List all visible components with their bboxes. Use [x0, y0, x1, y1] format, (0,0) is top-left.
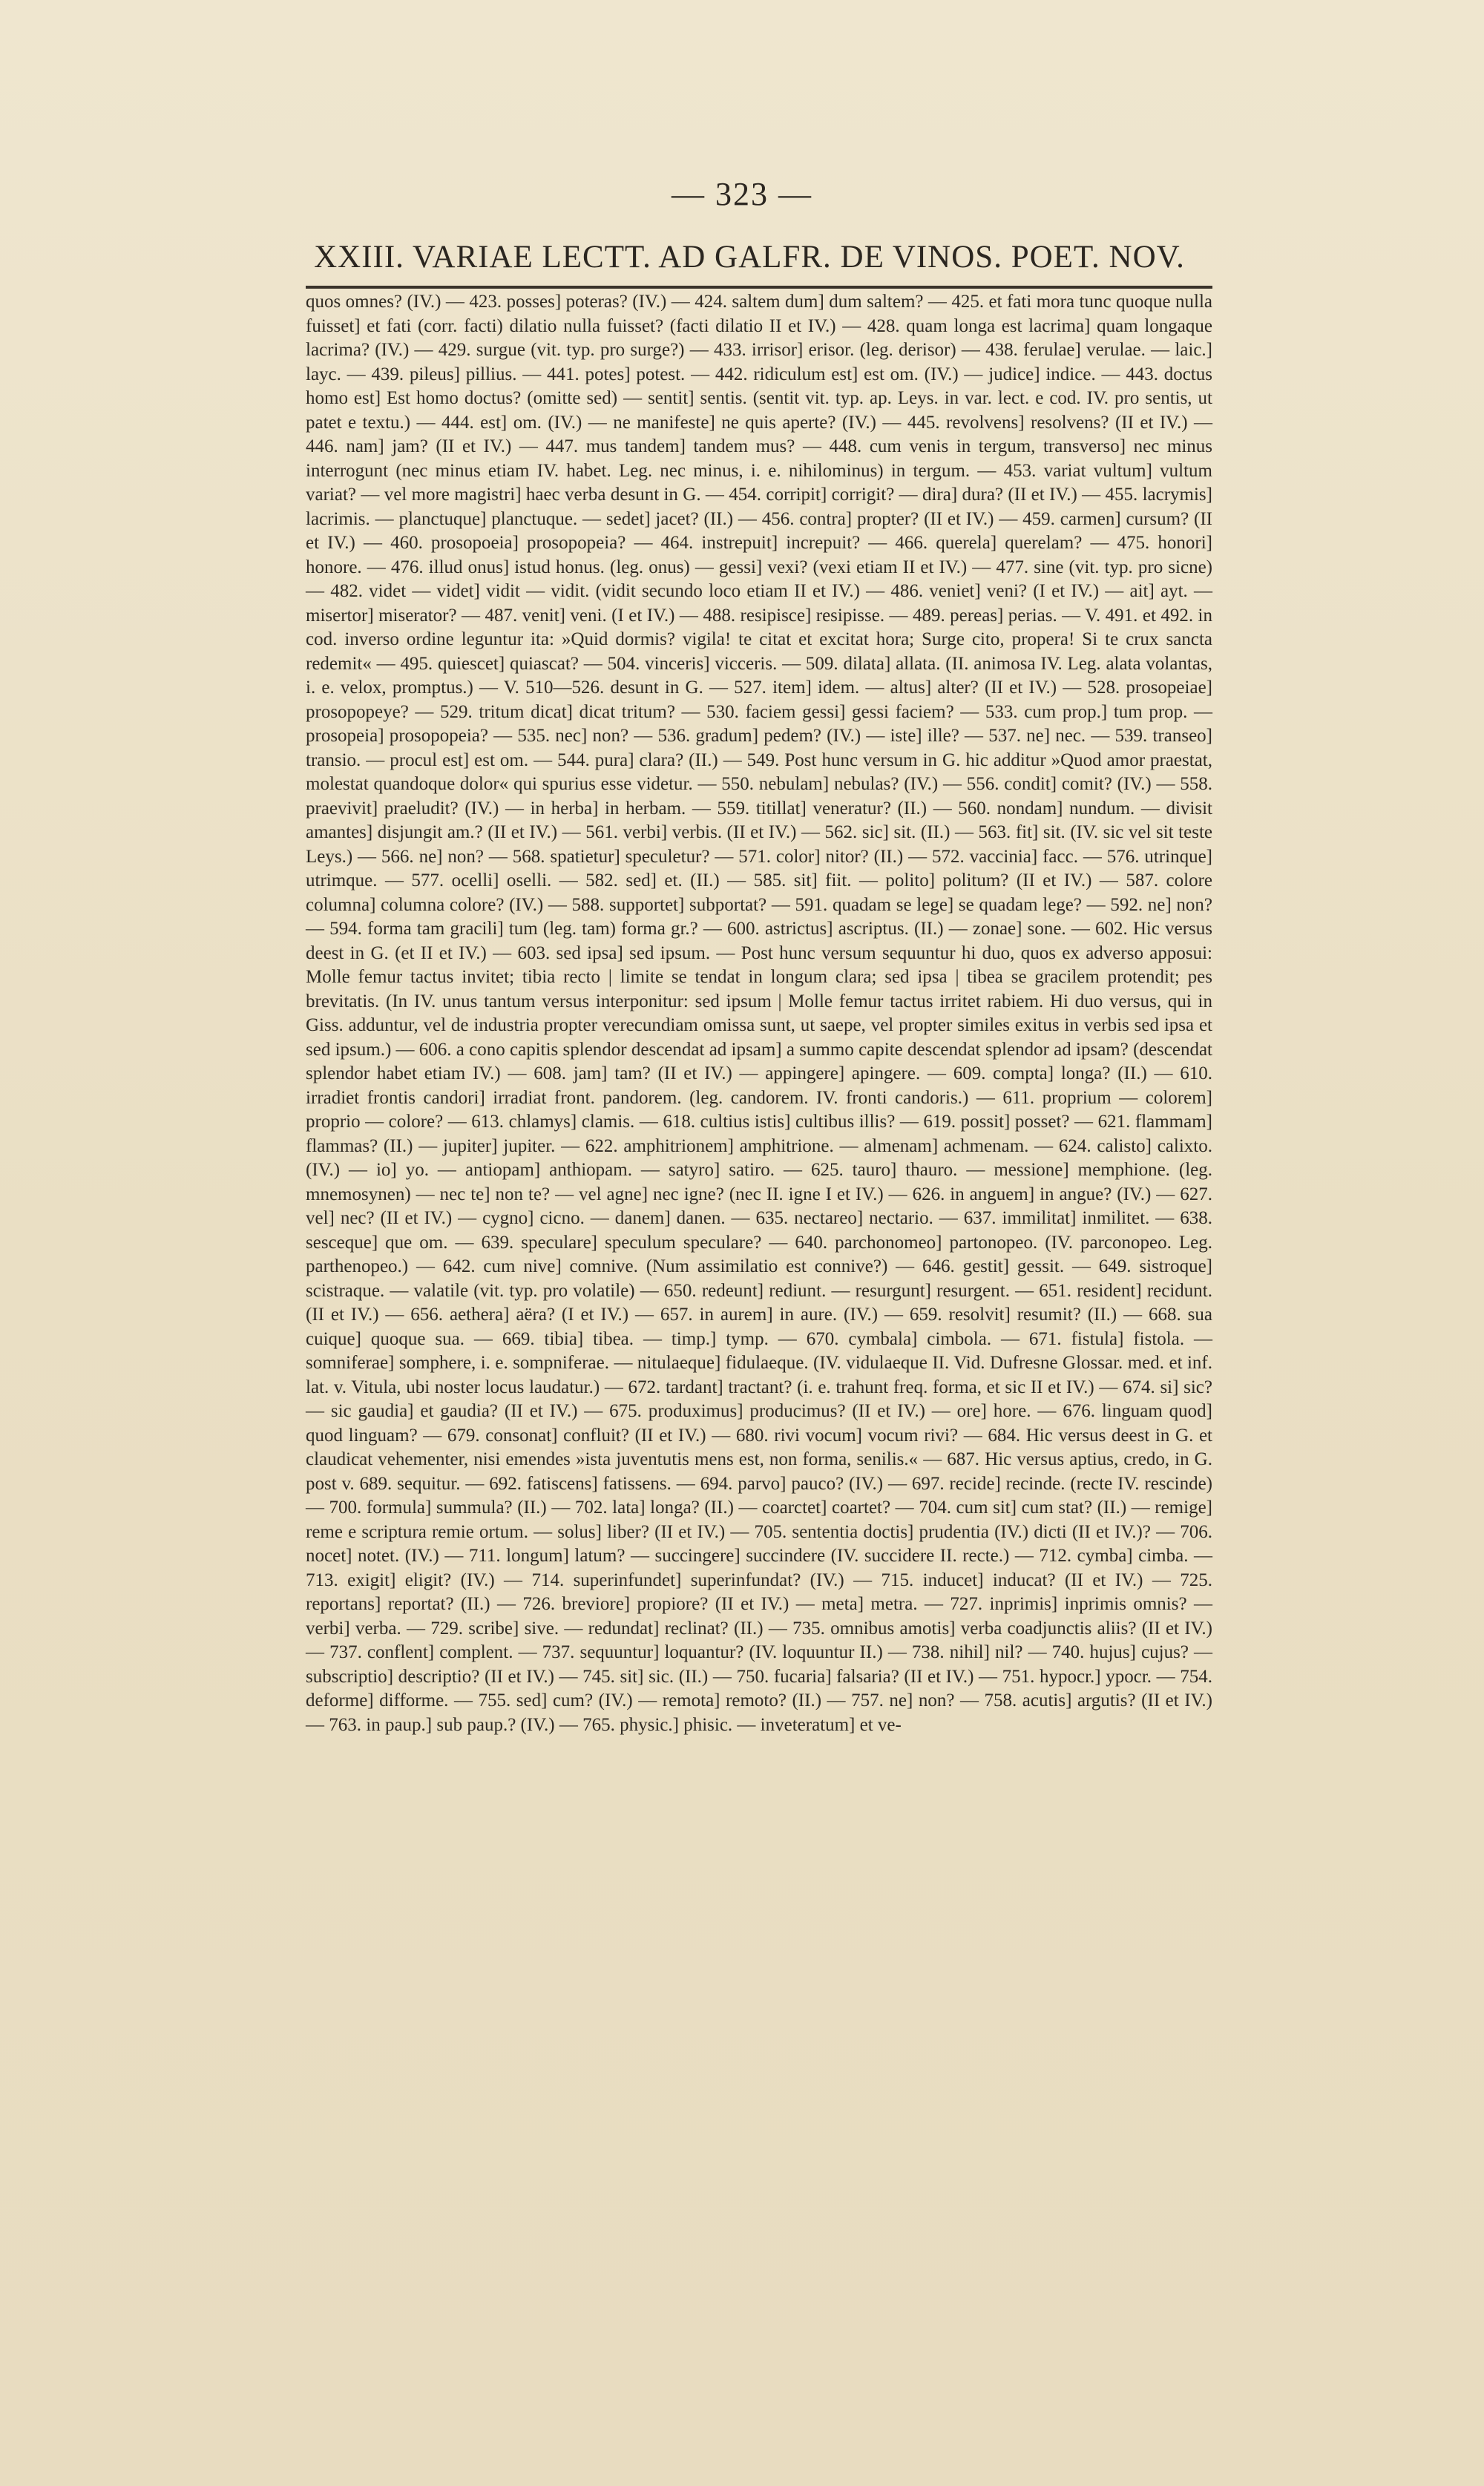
- apparatus-paragraph: quos omnes? (IV.) — 423. posses] poteras? (IV.) — 424. saltem dum] dum saltem? — 425. et fati mora tunc quoque nulla fuisset] et fati (corr. facti) dilatio nulla fuisset? (facti dilatio II et IV.) — 428. quam longa est lacrima] quam longaque lacrima? (IV.) — 429. surgue (vit. typ. pro surge?) — 433. irrisor] erisor. (leg. derisor) — 438. ferulae] verulae. — laic.] layc. — 439. pileus] pillius. — 441. potes] potest. — 442. ridiculum est] est om. (IV.) — judice] indice. — 443. doctus homo est] Est homo doctus? (omitte sed) — sentit] sentis. (sentit vit. typ. ap. Leys. in var. lect. e cod. IV. pro sentis, ut patet e textu.) — 444. est] om. (IV.) — ne manifeste] ne quis aperte? (IV.) — 445. revolvens] resolvens? (II et IV.) — 446. nam] jam? (II et IV.) — 447. mus tandem] tandem mus? — 448. cum venis in tergum, transverso] nec minus interrogunt (nec minus etiam IV. habet. Leg. nec minus, i. e. nihilominus) in tergum. — 453. variat vultum] vultum variat? — vel more magistri] haec verba desunt in G. — 454. corripit] corrigit? — dira] dura? (II et IV.) — 455. lacrymis] lacrimis. — planctuque] planctuque. — sedet] jacet? (II.) — 456. contra] propter? (II et IV.) — 459. carmen] cursum? (II et IV.) — 460. prosopoeia] prosopopeia? — 464. instrepuit] increpuit? — 466. querela] querelam? — 475. honori] honore. — 476. illud onus] istud honus. (leg. onus) — gessi] vexi? (vexi etiam II et IV.) — 477. sine (vit. typ. pro sicne) — 482. videt — videt] vidit — vidit. (vidit secundo loco etiam II et IV.) — 486. veniet] veni? (I et IV.) — ait] ayt. — misertor] miserator? — 487. venit] veni. (I et IV.) — 488. resipisce] resipisse. — 489. pereas] perias. — V. 491. et 492. in cod. inverso ordine leguntur ita: »Quid dormis? vigila! te citat et excitat hora; Surge cito, propera! Si te crux sancta redemit« — 495. quiescet] quiascat? — 504. vinceris] vicceris. — 509. dilata] allata. (II. animosa IV. Leg. alata volantas, i. e. velox, promptus.) — V. 510—526. desunt in G. — 527. item] idem. — altus] alter? (II et IV.) — 528. prosopeiae] prosopopeye? — 529. tritum dicat] dicat tritum? — 530. faciem gessi] gessi faciem? — 533. cum prop.] tum prop. — prosopeia] prosopopeia? — 535. nec] non? — 536. gradum] pedem? (IV.) — iste] ille? — 537. ne] nec. — 539. transeo] transio. — procul est] est om. — 544. pura] clara? (II.) — 549. Post hunc versum in G. hic additur »Quod amor praestat, molestat quandoque dolor« qui spurius esse videtur. — 550. nebulam] nebulas? (IV.) — 556. condit] comit? (IV.) — 558. praevivit] praeludit? (IV.) — in herba] in herbam. — 559. titillat] veneratur? (II.) — 560. nondam] nundum. — divisit amantes] disjungit am.? (II et IV.) — 561. verbi] verbis. (II et IV.) — 562. sic] sit. (II.) — 563. fit] sit. (IV. sic vel sit teste Leys.) — 566. ne] non? — 568. spatietur] speculetur? — 571. color] nitor? (II.) — 572. vaccinia] facc. — 576. utrinque] utrimque. — 577. ocelli] oselli. — 582. sed] et. (II.) — 585. sit] fiit. — polito] politum? (II et IV.) — 587. colore columna] columna colore? (IV.) — 588. supportet] subportat? — 591. quadam se lege] se quadam lege? — 592. ne] non? — 594. forma tam gracili] tum (leg. tam) forma gr.? — 600. astrictus] ascriptus. (II.) — zonae] sone. — 602. Hic versus deest in G. (et II et IV.) — 603. sed ipsa] sed ipsum. — Post hunc versum sequuntur hi duo, quos ex adverso apposui: Molle femur tactus invitet; tibia recto | limite se tendat in longum clara; sed ipsa | tibea se gracilem protendit; pes brevitatis. (In IV. unus tantum versus interponitur: sed ipsum | Molle femur tactus irritet rabiem. Hi duo versus, qui in Giss. adduntur, vel de industria propter verecundiam omissa sunt, ut saepe, vel propter similes exitus in verbis sed ipsa et sed ipsum.) — 606. a cono capitis splendor descendat ad ipsam] a summo capite descendat splendor ad ipsam? (descendat splendor habet etiam IV.) — 608. jam] tam? (II et IV.) — appingere] apingere. — 609. compta] longa? (II.) — 610. irradiet frontis candori] irradiat front. pandorem. (leg. candorem. IV. fronti candoris.) — 611. proprium — colorem] proprio — colore? — 613. chlamys] clamis. — 618. cultius istis] cultibus illis? — 619. possit] posset? — 621. flammam] flammas? (II.) — jupiter] jupiter. — 622. amphitrionem] amphitrione. — almenam] achmenam. — 624. calisto] calixto. (IV.) — io] yo. — antiopam] anthiopam. — satyro] satiro. — 625. tauro] thauro. — messione] memphione. (leg. mnemosynen) — nec te] non te? — vel agne] nec igne? (nec II. igne I et IV.) — 626. in anguem] in angue? (IV.) — 627. vel] nec? (II et IV.) — cygno] cicno. — danem] danen. — 635. nectareo] nectario. — 637. immilitat] inmilitet. — 638. sesceque] que om. — 639. speculare] speculum speculare? — 640. parchonomeo] partonopeo. (IV. parconopeo. Leg. parthenopeo.) — 642. cum nive] comnive. (Num assimilatio est connive?) — 646. gestit] gessit. — 649. sistroque] scistraque. — valatile (vit. typ. pro volatile) — 650. redeunt] rediunt. — resurgunt] resurgent. — 651. resident] recidunt. (II et IV.) — 656. aethera] aëra? (I et IV.) — 657. in aurem] in aure. (IV.) — 659. resolvit] resumit? (II.) — 668. sua cuique] quoque sua. — 669. tibia] tibea. — timp.] tymp. — 670. cymbala] cimbola. — 671. fistula] fistola. — somniferae] somphere, i. e. sompniferae. — nitulaeque] fidulaeque. (IV. vidulaeque II. Vid. Dufresne Glossar. med. et inf. lat. v. Vitula, ubi noster locus laudatur.) — 672. tardant] tractant? (i. e. trahunt freq. forma, et sic II et IV.) — 674. si] sic? — sic gaudia] et gaudia? (II et IV.) — 675. produximus] producimus? (II et IV.) — ore] hore. — 676. linguam quod] quod linguam? — 679. consonat] confluit? (II et IV.) — 680. rivi vocum] vocum rivi? — 684. Hic versus deest in G. et claudicat vehementer, nisi emendes »ista juventutis mens est, non forma, senilis.« — 687. Hic versus aptius, credo, in G. post v. 689. sequitur. — 692. fatiscens] fatissens. — 694. parvo] pauco? (IV.) — 697. recide] recinde. (recte IV. rescinde) — 700. formula] summula? (II.) — 702. lata] longa? (II.) — coarctet] coartet? — 704. cum sit] cum stat? (II.) — remige] reme e scriptura remie ortum. — solus] liber? (II et IV.) — 705. sententia doctis] prudentia (IV.) dicti (II et IV.)? — 706. nocet] notet. (IV.) — 711. longum] latum? — succingere] succindere (IV. succidere II. recte.) — 712. cymba] cimba. — 713. exigit] eligit? (IV.) — 714. superinfundet] superinfundat? (IV.) — 715. inducet] inducat? (II et IV.) — 725. reportans] reportat? (II.) — 726. breviore] propiore? (II et IV.) — meta] metra. — 727. inprimis] inprimis omnis? — verbi] verba. — 729. scribe] sive. — redundat] reclinat? (II.) — 735. omnibus amotis] verba coadjunctis aliis? (II et IV.) — 737. conflent] complent. — 737. sequuntur] loquantur? (IV. loquuntur II.) — 738. nihil] nil? — 740. hujus] cujus? — subscriptio] descriptio? (II et IV.) — 745. sit] sic. (II.) — 750. fucaria] falsaria? (II et IV.) — 751. hypocr.] ypocr. — 754. deforme] difforme. — 755. sed] cum? (IV.) — remota] remoto? (II.) — 757. ne] non? — 758. acutis] argutis? (II et IV.) — 763. in paup.] sub paup.? (IV.) — 765. physic.] phisic. — inveteratum] et ve-: [306, 292, 1212, 1735]
- critical-apparatus: [306, 290, 1212, 1737]
- running-head: XXIII. VARIAE LECTT. AD GALFR. DE VINOS. POET. NOV.: [314, 240, 1185, 275]
- header-rule: [306, 286, 1212, 289]
- page-number: — 323 —: [672, 176, 812, 212]
